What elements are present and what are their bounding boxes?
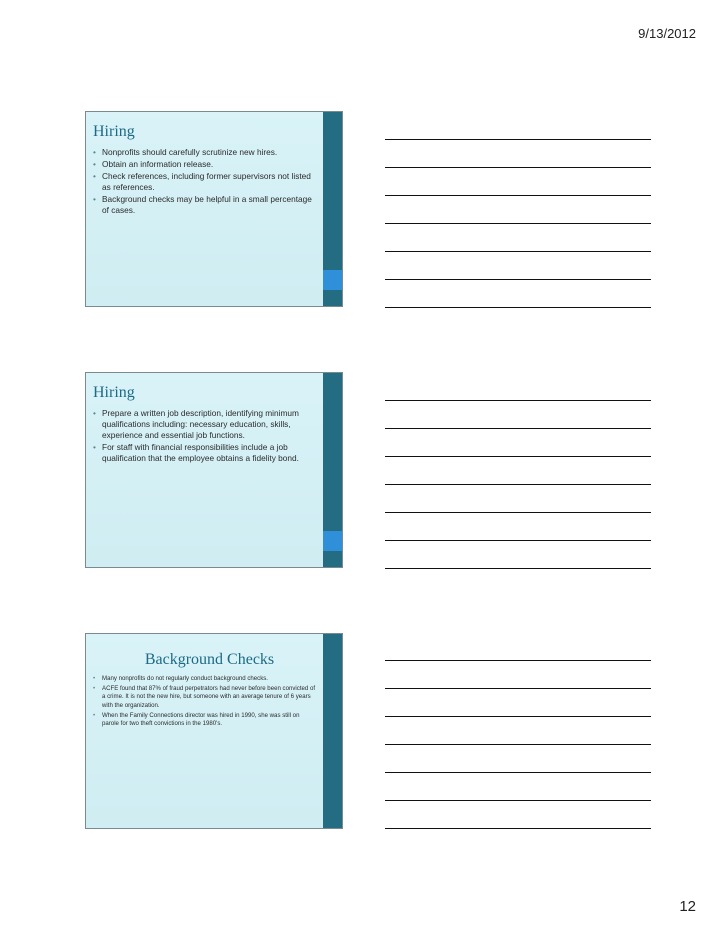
note-line bbox=[385, 540, 651, 541]
sidebar-accent bbox=[323, 270, 342, 290]
note-line bbox=[385, 279, 651, 280]
bullet-item: • Background checks may be helpful in a small percentage of cases. bbox=[93, 194, 318, 216]
bullet-item: • Nonprofits should carefully scrutinize new hires. bbox=[93, 147, 318, 158]
note-line bbox=[385, 223, 651, 224]
note-line bbox=[385, 139, 651, 140]
sidebar-accent bbox=[323, 531, 342, 551]
note-line bbox=[385, 828, 651, 829]
note-line bbox=[385, 512, 651, 513]
page-number: 12 bbox=[679, 898, 696, 915]
note-line bbox=[385, 456, 651, 457]
slide-3 bbox=[85, 633, 343, 829]
note-line bbox=[385, 428, 651, 429]
note-line bbox=[385, 660, 651, 661]
note-line bbox=[385, 307, 651, 308]
slide-title: Hiring bbox=[93, 123, 135, 140]
note-line bbox=[385, 400, 651, 401]
note-line bbox=[385, 568, 651, 569]
bullet-item: • Many nonprofits do not regularly conduct background checks. bbox=[93, 675, 318, 684]
bullet-item: • Prepare a written job description, identifying minimum qualifications including: necessary education, skills, experience and essential job functions. bbox=[93, 408, 318, 441]
bullet-item: • Obtain an information release. bbox=[93, 159, 318, 170]
note-line bbox=[385, 251, 651, 252]
slide-2 bbox=[85, 372, 343, 568]
slide-sidebar bbox=[323, 373, 342, 567]
bullet-item: • When the Family Connections director was hired in 1990, she was still on parole for two theft convictions in the 1980's. bbox=[93, 712, 318, 729]
note-line bbox=[385, 484, 651, 485]
slide-title: Background Checks bbox=[144, 651, 275, 668]
slide-sidebar bbox=[323, 634, 342, 828]
slide-title: Hiring bbox=[93, 384, 135, 401]
note-line bbox=[385, 744, 651, 745]
bullet-item: • For staff with financial responsibilities include a job qualification that the employee obtains a fidelity bond. bbox=[93, 442, 318, 464]
slide-sidebar bbox=[323, 112, 342, 306]
note-line bbox=[385, 800, 651, 801]
bullet-item: • ACFE found that 87% of fraud perpetrators had never before been convicted of a crime. It is not the new hire, but someone with an average tenure of 6 years with the organization. bbox=[93, 685, 318, 711]
bullet-item: • Check references, including former supervisors not listed as references. bbox=[93, 171, 318, 193]
note-line bbox=[385, 167, 651, 168]
slide-1 bbox=[85, 111, 343, 307]
note-line bbox=[385, 772, 651, 773]
note-line bbox=[385, 688, 651, 689]
note-line bbox=[385, 716, 651, 717]
print-date: 9/13/2012 bbox=[638, 26, 696, 41]
note-line bbox=[385, 195, 651, 196]
